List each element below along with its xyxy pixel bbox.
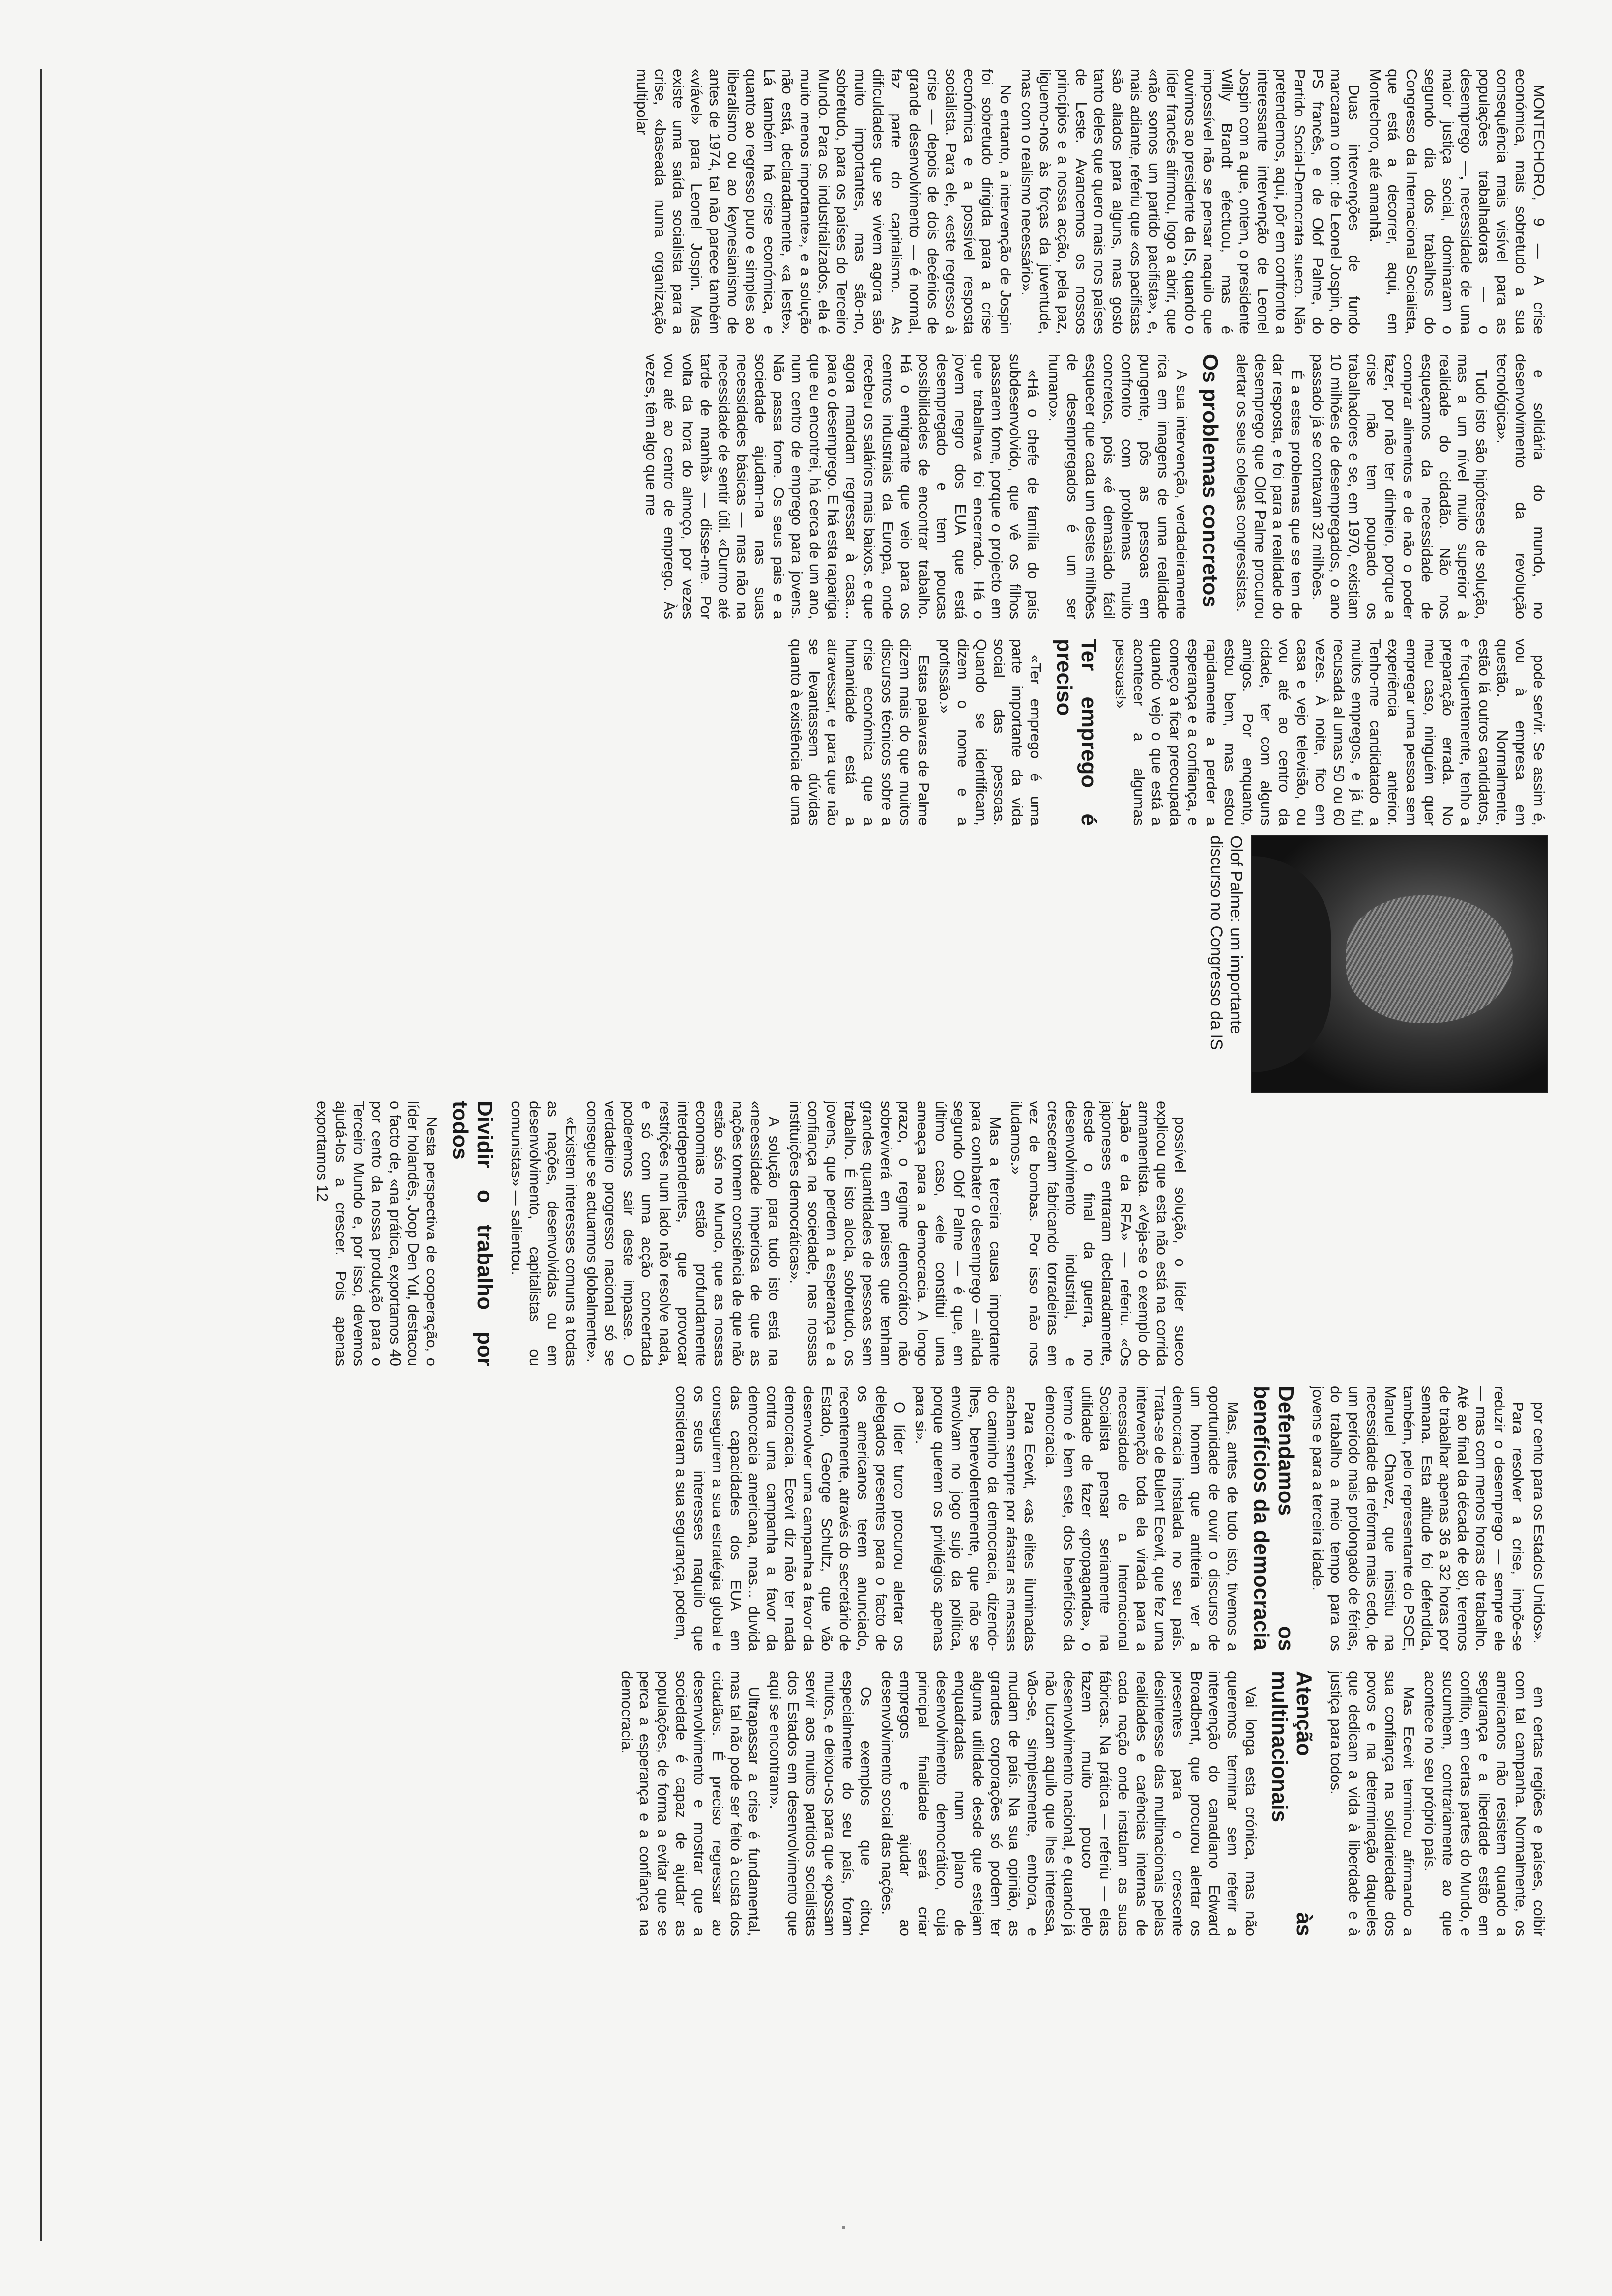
column-7 — [54, 1956, 1548, 2221]
column-4 — [54, 1101, 1189, 1366]
paragraph: Para resolver a crise, impõe-se reduzir o desemprego — sempre ele — mas com menos horas de trabalho. Até ao final da década de 80, teremos de trabalhar apenas 36 a 32 horas por semana. Esta atitude foi defendida, também, pelo representante do PSOE, Manuel Chavez, que insistiu na necessidade da reforma mais cedo, de um período mais prolongado de férias, do trabalho a meio tempo para os jovens e para a terceira idade. — [1309, 1386, 1526, 1651]
paragraph: O líder turco procurou alertar os delegados presentes para o facto de os americanos terem anunciado, recentemente, através do secretário de Estado, George Schultz, que vão desenvolver uma campanha a favor da democracia. Ecevit diz não ter nada contra uma campanha a favor da democracia americana, mas... duvida das capacidades dos EUA em conseguirem a sua estratégia global e os seus interesses naquilo que consideram a sua segurança, podem, — [673, 1386, 908, 1651]
paragraph: «Existem interesses comuns a todas as nações, desenvolvidas ou em desenvolvimento, capitalistas ou comunistas» — salientou. — [508, 1101, 580, 1366]
paragraph: «Ter emprego é uma parte importante da vida social das pessoas. Quando se identificam, dizem o nome e a profissão.» — [936, 639, 1044, 826]
column-5-paragraphs — [1309, 1386, 1548, 1651]
paragraph: Para Ecevit, «as elites iluminadas acabam sempre por afastar as massas do caminho da democracia, dizendo-lhes, benevolentemente, que não se envolvam no jogo sujo da política, porque querem os privilégios apenas para si». — [912, 1386, 1038, 1651]
column-2 — [54, 354, 1548, 619]
column-6-paragraphs — [1327, 1671, 1548, 1936]
column-4b-paragraphs — [314, 1101, 441, 1366]
paragraph: A sua intervenção, verdadeiramente rica em imagens de uma realidade pungente, pôs as pessoas em confronto com problemas muito concretos, pois «é demasiado fácil esquecer que cada um destes milhões de desempregados é um ser humano». — [1046, 354, 1190, 619]
paragraph: por cento para os Estados Unidos». — [1530, 1402, 1548, 1644]
photo-caption: Olof Palme: um importante discurso no Congresso da IS — [1207, 835, 1245, 1050]
column-2b-paragraphs — [642, 354, 1191, 619]
subheading-ter-emprego-e-preciso: Ter emprego é preciso — [1052, 639, 1101, 826]
paragraph: Estas palavras de Palme dizem mais do que muitos discursos técnicos sobre a crise económica que a humanidade está a atravessar, e para que não se levantassem dúvidas quanto à existência de uma — [788, 639, 932, 826]
column-3 — [54, 639, 1548, 826]
column-6b-paragraphs — [618, 1671, 1260, 1936]
portrait-shoulders — [1252, 856, 1331, 1072]
paragraph: Ultrapassar a crise é fundamental, mas tal não pode ser feito à custa dos cidadãos. É preciso regressar ao desenvolvimento e mostrar que a sociedade é capaz de ajudar as populações, de forma a evitar que se perca a esperança e a confiança na democracia. — [618, 1671, 763, 1936]
bottom-rule — [40, 69, 42, 2241]
paragraph: Os exemplos que citou, especialmente do seu país, foram muitos, e deixou-os para que «possam servir aos muitos partidos socialistas dos Estados em desenvolvimento que aqui se encontram». — [767, 1671, 875, 1936]
column-1 — [54, 69, 1548, 334]
column-4-paragraphs — [508, 1101, 1189, 1366]
scan-speck — [842, 2226, 845, 2229]
paragraph: Duas intervenções de fundo marcaram o tom: de Leonel Jospin, do PS francês, e de Olof Palme, do Partido Social-Democrata sueco. Não pretendemos, aqui, pôr em confronto a interessante intervenção de Leonel Jospin com a que, ontem, o presidente Willy Brandt efectuou, mas é impossível não se pensar naquilo que ouvimos ao presidente da IS, quando o líder francês afirmou, logo a abrir, que «não somos um partido pacifista», e, mais adiante, referiu que «os pacifistas são aliados para alguns, mas gosto tanto deles que quero mais nos países de Leste. Avancemos os nossos princípios e a nossa acção, pela paz, liguemo-nos às forças da juventude, mas com o realismo necessário». — [1018, 69, 1363, 334]
paragraph: A solução para tudo isto está na «necessidade imperiosa de que as nações tomem consciência de que não estão sós no Mundo, que as nossas economias estão profundamente interdependentes, que provocar restrições num lado não resolve nada, e só com uma acção concertada poderemos sair deste impasse. O verdadeiro progresso nacional só se consegue se actuarmos globalmente». — [584, 1101, 783, 1366]
paragraph: No entanto, a intervenção de Jospin foi sobretudo dirigida para a crise económica e a possível resposta socialista. Para ele, «este regresso à crise — depois de dois decénios de grande desenvolvimento — é normal, faz parte do capitalismo. As dificuldades que se vivem agora são muito importantes, mas são-no, sobretudo, para os países do Terceiro Mundo. Para os industrializados, ela é muito menos importante», e a solução não está, declaradamente, «a leste». Lá também há crise económica, e quanto ao regresso puro e simples ao liberalismo ou ao keynesianismo de antes de 1974, tal não parece também «viável» para Leonel Jospin. Mas existe uma saída socialista para a crise, «baseada numa organização multipolar — [633, 69, 1014, 334]
subheading-os-problemas-concretos: Os problemas concretos — [1198, 354, 1222, 607]
portrait-face — [1346, 895, 1513, 1023]
paragraph: Mas Ecevit terminou afirmando a sua confiança na solidariedade dos povos e na determinação daqueles que dedicam a vida à liberdade e à justiça para todos. — [1327, 1671, 1417, 1936]
column-3b-paragraphs — [787, 639, 1045, 826]
paragraph: possível solução, o líder sueco explicou que esta não está na corrida armamentista. «Veja-se o exemplo do Japão e da RFA» — referiu. «Os japoneses entraram declaradamente, desde o final da guerra, no desenvolvimento industrial, e cresceram fabricando torradeiras em vez de bombas. Por isso não nos iludamos.» — [1008, 1101, 1189, 1366]
column-6 — [54, 1671, 1548, 1936]
paragraph: MONTECHORO, 9 — A crise económica, mais sobretudo a sua consequência mais visível para as populações trabalhadoras — o desemprego —, necessidade de uma maior justiça social, dominaram o segundo dia dos trabalhos do Congresso da Internacional Socialista, que está a decorrer, aqui, em Montechoro, até amanhã. — [1367, 69, 1548, 334]
column-5 — [54, 1386, 1548, 1651]
paragraph: Mas, antes de tudo isto, tivemos a oportunidade de ouvir o discurso de um homem que antiteria ver a democracia instalada no seu país. Trata-se de Bulent Ecevit, que fez uma intervenção toda ela virada para a necessidade de a Internacional Socialista pensar seriamente na utilidade de fazer «propaganda», o termo é bem este, dos benefícios da democracia. — [1042, 1386, 1241, 1651]
paragraph: em certas regiões e países, coibir com tal campanha. Normalmente, os americanos não resistem quando a segurança e a liberdade estão em conflito, em certas partes do Mundo, e sucumbem, contrariamente ao que acontece no seu próprio país. — [1421, 1671, 1548, 1936]
subheading-defendamos: Defendamos os benefícios da democracia — [1249, 1386, 1298, 1651]
paragraph: «Há o chefe de família do país subdesenvolvido, que vê os filhos passarem fome, porque o projecto em que trabalhava foi encerrado. Há o jovem negro dos EUA que está desempregado e tem poucas possibilidades de encontrar trabalho. Há o emigrante que veio para os centros industriais da Europa, onde recebeu os salários mais baixos, e que agora mandam regressar à casa... para o desemprego. E há esta rapariga que eu encontrei, há cerca de um ano, num centro de emprego para jovens. Não passa fome. Os seus pais e a sociedade ajudam-na nas suas necessidades básicas — mas não na necessidade de sentir útil. «Durmo até tarde de manhã» — disse-me. Por volta da hora do almoço, por vezes vou até ao centro de emprego. Às vezes, têm algo que me — [643, 354, 1042, 619]
paragraph: Tudo isto são hipóteses de solução, mas a um nível muito superior à realidade do cidadão. Não nos esqueçamos da necessidade de comprar alimentos e de não o poder fazer, por não ter dinheiro, porque a crise não tem poupado os trabalhadores e se, em 1970, existiam 10 milhões de desempregados, o ano passado já se contavam 32 milhões. — [1309, 354, 1490, 619]
paragraph: pode servir. Se assim é, vou à empresa em questão. Normalmente, estão lá outros candidatos, e frequentemente, tenho a preparação errada. No meu caso, ninguém quer empregar uma pessoa sem experiência anterior. Tenho-me candidatado a muitos empregos, e já fui recusada al umas 50 ou 60 vezes. À noite, fico em casa e vejo televisão, ou vou até ao centro da cidade, ter com alguns amigos. Por enquanto, estou bem, mas estou rapidamente a perder a esperança e a confiança, e começo a ficar preocupada quando vejo o que está a acontecer a algumas pessoas!» — [1112, 639, 1548, 826]
paragraph: Vai longa esta crónica, mas não queremos terminar sem referir a intervenção do canadiano Edward Broadbent, que procurou alertar os presentes para o crescente desinteresse das multinacionais pelas realidades e carências internas de cada nação onde instalam as suas fábricas. Na prática — referiu — elas fazem muito pouco pelo desenvolvimento nacional, e quando já não lucram aquilo que lhes interessa, vão-se, simplesmente, embora, e mudam de país. Na sua opinião, as grandes corporações só podem ter alguma utilidade desde que estejam enquadradas num plano de desenvolvimento democrático, cuja principal finalidade será criar empregos e ajudar ao desenvolvimento social das nações. — [879, 1671, 1260, 1936]
paragraph: É a estes problemas que se tem de dar resposta, e foi para a realidade do desemprego que Olof Palme procurou alertar os seus colegas congressistas. — [1234, 354, 1305, 619]
column-5b-paragraphs — [672, 1386, 1242, 1651]
subheading-dividir-o-trabalho: Dividir o trabalho por todos — [448, 1101, 497, 1366]
paragraph: Mas a terceira causa importante para combater o desemprego — ainda segundo Olof Palme — é que, em último caso, «ele constitui uma ameaça para a democracia. A longo prazo, o regime democrático não sobreviverá em países que tenham grandes quantidades de pessoas sem trabalho. É isto alocla, sobretudo, os jovens, que perdem a esperança e a confiança na sociedade, nas nossas instituições democráticas». — [787, 1101, 1004, 1366]
paragraph: Nesta perspectiva de cooperação, o líder holandês, Joop Den Yul, destacou o facto de, «na prática, exportamos 40 por cento da nossa produção para o Terceiro Mundo e, por isso, devemos ajudá-los a crescer. Pois apenas exportamos 12 — [314, 1101, 440, 1366]
column-1-paragraphs — [633, 69, 1548, 334]
column-3-paragraphs — [1112, 639, 1548, 826]
column-2-paragraphs — [1233, 354, 1548, 619]
subheading-atencao-multinacionais: Atenção às multinacionais — [1267, 1671, 1316, 1936]
olof-palme-photo — [1251, 835, 1548, 1093]
paragraph: e solidária do mundo, no desenvolvimento da revolução tecnológica». — [1494, 354, 1548, 619]
